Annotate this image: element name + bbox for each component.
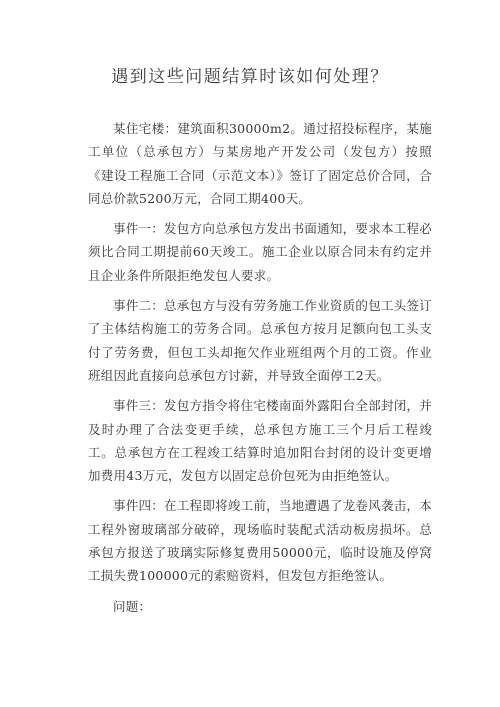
paragraph-background: 某住宅楼：建筑面积30000m2。通过招投标程序，某施工单位（总承包方）与某房地产开发公司（发包方）按照《建设工程施工合同（示范文本）》签订了固定总价合同，合同总价款5200万元，合同工期400天。	[88, 121, 432, 206]
paragraph-event-4: 事件四：在工程即将竣工前，当地遭遇了龙卷风袭击，本工程外窗玻璃部分破碎，现场临时装配式活动板房损坏。总承包方报送了玻璃实际修复费用50000元，临时设施及停窝工损失费100000元的索赔资料，但发包方拒绝签认。	[88, 498, 432, 584]
document-title: 遇到这些问题结算时该如何处理？	[111, 67, 389, 87]
paragraph-event-2: 事件二：总承包方与没有劳务施工作业资质的包工头签订了主体结构施工的劳务合同。总承包方按月足额向包工头支付了劳务费，但包工头却拖欠作业班组两个月的工资。作业班组因此直接向总承包方讨薪，并导致全面停工2天。	[88, 298, 432, 383]
paragraph-event-3: 事件三：发包方指令将住宅楼南面外露阳台全部封闭，并及时办理了合法变更手续，总承包方施工三个月后工程竣工。总承包方在工程竣工结算时追加阳台封闭的设计变更增加费用43万元，发包方以固定总价包死为由拒绝签认。	[88, 398, 432, 484]
document-body	[88, 117, 432, 625]
paragraph-event-1: 事件一：发包方向总承包方发出书面通知，要求本工程必须比合同工期提前60天竣工。施工企业以原合同未有约定并且企业条件所限拒绝发包人要求。	[88, 221, 432, 283]
question-label: 问题：	[113, 598, 152, 614]
